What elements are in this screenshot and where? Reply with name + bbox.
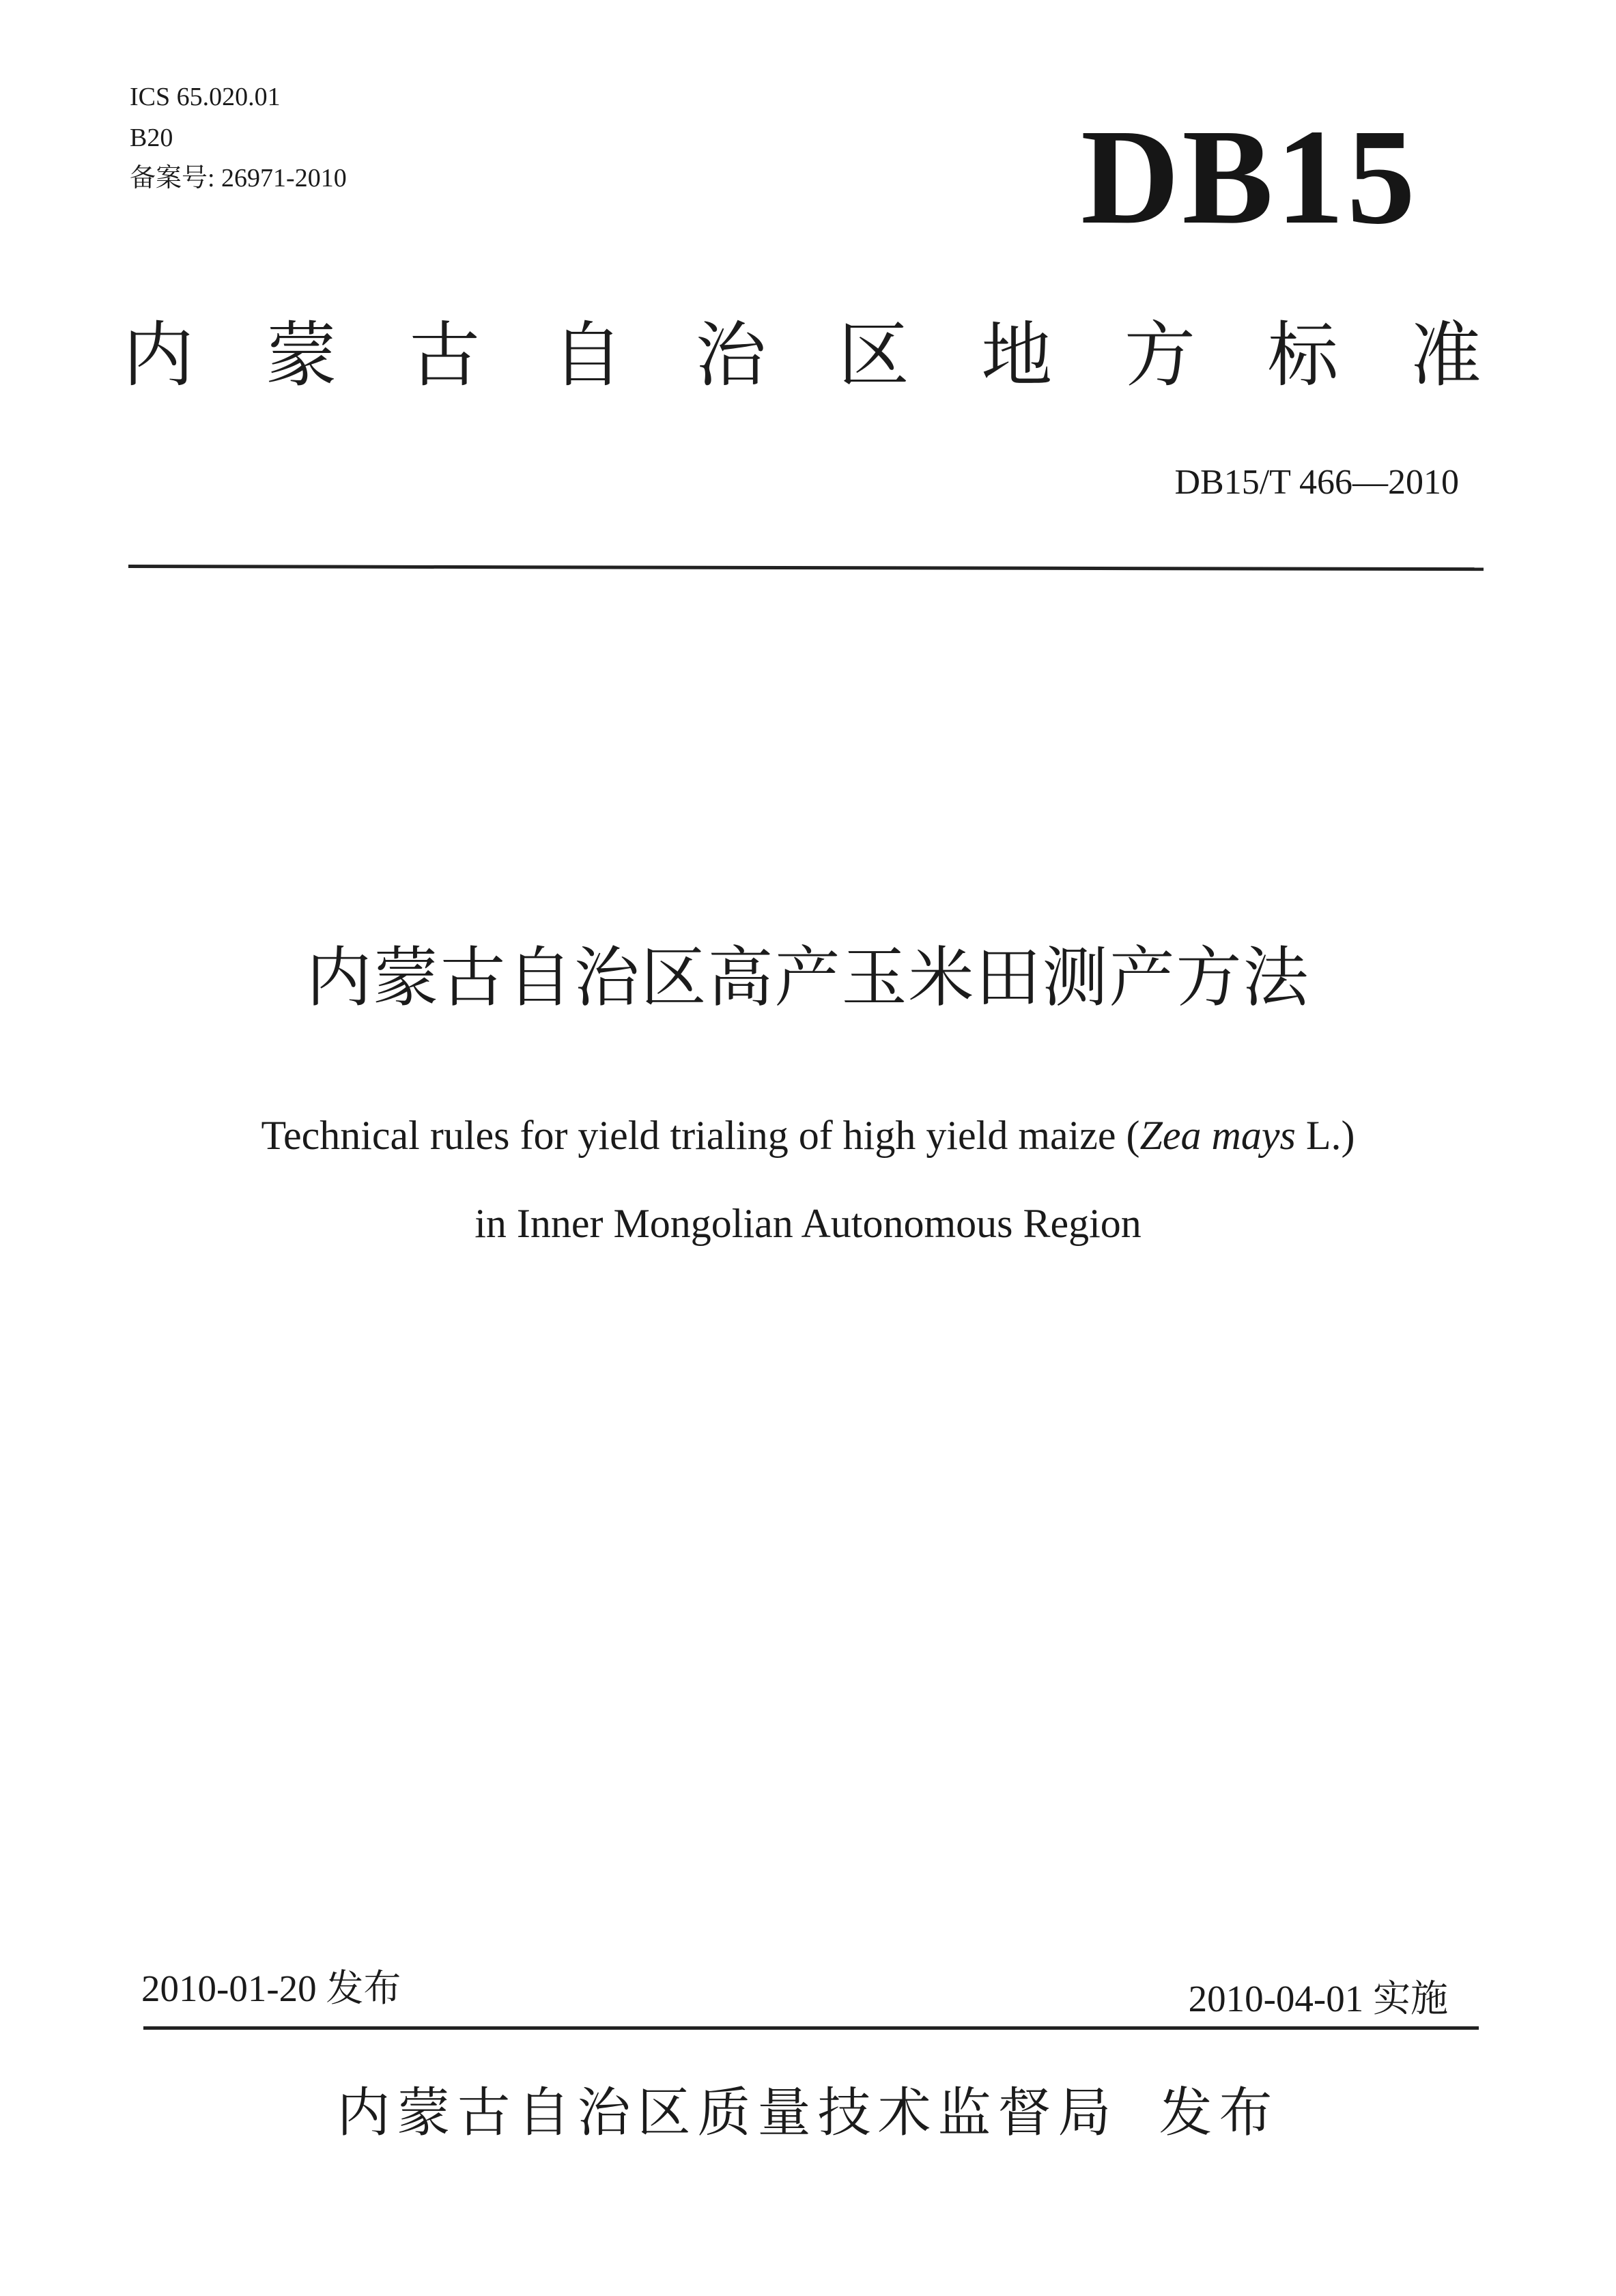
standard-code: DB15/T 466—2010	[1174, 463, 1459, 502]
publisher-name: 内蒙古自治区质量技术监督局	[337, 2082, 1118, 2144]
english-title-line-2: in Inner Mongolian Autonomous Region	[474, 1201, 1142, 1246]
standard-type-char: 地	[981, 313, 1053, 397]
footer-divider	[143, 2026, 1479, 2030]
species-name: Zea mays	[1139, 1113, 1296, 1158]
standard-type-char: 古	[409, 313, 481, 397]
standard-type-char: 内	[123, 313, 195, 397]
standard-type-char: 治	[695, 313, 767, 397]
standard-type-heading	[123, 311, 1482, 399]
english-title-line-1	[0, 1108, 1616, 1163]
english-title-text: L.)	[1295, 1113, 1355, 1158]
db15-logo: DB15	[1081, 102, 1418, 253]
header-divider	[128, 565, 1484, 571]
standard-type-char: 区	[838, 313, 909, 397]
standard-type-char: 方	[1124, 313, 1195, 397]
ccs-code: B20	[130, 124, 173, 152]
standard-type-char: 准	[1410, 313, 1482, 397]
issue-date: 2010-01-20 发布	[141, 1968, 401, 2009]
publisher-action: 发布	[1159, 2082, 1279, 2144]
filing-number: 备案号: 26971-2010	[130, 164, 347, 193]
publisher-line	[0, 2075, 1616, 2151]
standard-type-char: 蒙	[266, 313, 337, 397]
standard-type-char: 标	[1267, 313, 1339, 397]
chinese-title: 内蒙古自治区高产玉米田测产方法	[306, 939, 1310, 1016]
ics-code: ICS 65.020.01	[130, 83, 281, 111]
standard-type-char: 自	[552, 313, 623, 397]
implementation-date: 2010-04-01 实施	[1188, 1978, 1448, 2019]
english-title-text: Technical rules for yield trialing of high yield maize (	[261, 1113, 1140, 1158]
